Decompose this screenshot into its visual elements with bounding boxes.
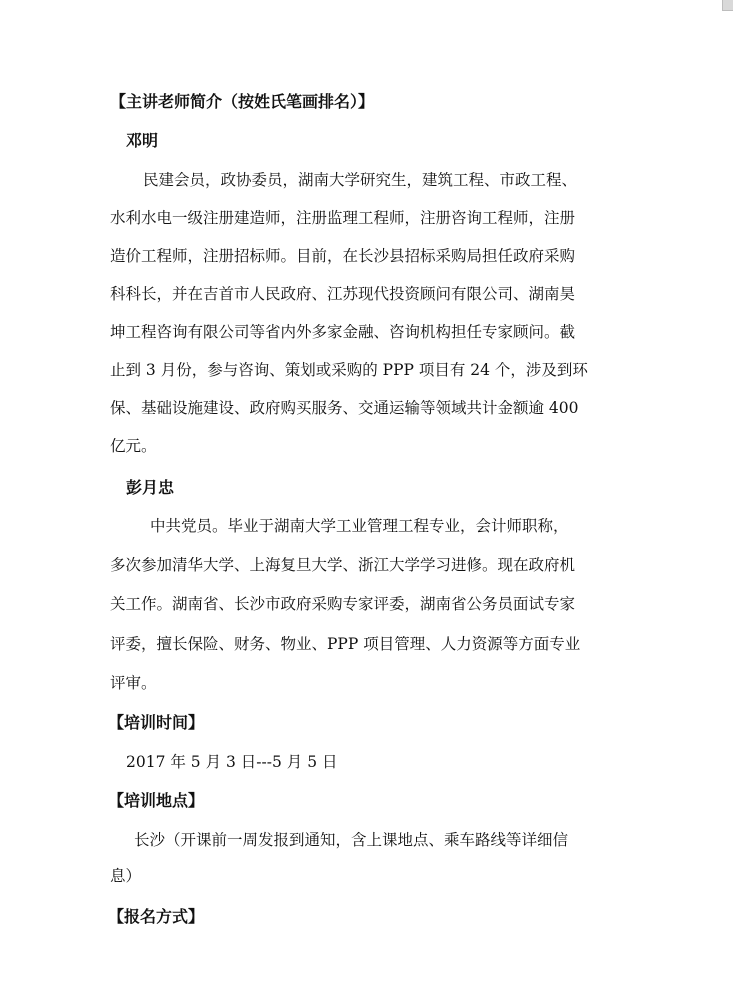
instructor-bio-line: 多次参加清华大学、上海复旦大学、浙江大学学习进修。现在政府机 [110,556,576,574]
instructor-bio-line: 保、基础设施建设、政府购买服务、交通运输等领域共计金额逾 400 [110,399,579,417]
instructor-bio-line: 评审。 [110,674,157,692]
training-location-line: 息） [110,867,142,885]
instructor-bio-line: 止到 3 月份，参与咨询、策划或采购的 PPP 项目有 24 个，涉及到环 [110,361,588,379]
training-location-heading: 【培训地点】 [108,791,205,810]
instructor-bio-line: 坤工程咨询有限公司等省内外多家金融、咨询机构担任专家顾问。截 [110,323,576,341]
instructor-bio-line: 造价工程师，注册招标师。目前，在长沙县招标采购局担任政府采购 [110,247,576,265]
instructors-heading: 【主讲老师简介（按姓氏笔画排名）】 [110,92,375,111]
instructor-bio-line: 亿元。 [110,437,157,455]
instructor-bio-line: 中共党员。毕业于湖南大学工业管理工程专业，会计师职称， [150,517,569,535]
instructor-name-peng-yuezhong: 彭月忠 [126,478,175,497]
training-time-heading: 【培训时间】 [108,713,205,732]
instructor-bio-line: 水利水电一级注册建造师，注册监理工程师，注册咨询工程师，注册 [110,209,576,227]
instructor-bio-line: 评委，擅长保险、财务、物业、PPP 项目管理、人力资源等方面专业 [110,635,581,653]
training-location-line: 长沙（开课前一周发报到通知，含上课地点、乘车路线等详细信 [134,831,569,849]
instructor-bio-line: 民建会员，政协委员，湖南大学研究生，建筑工程、市政工程、 [143,171,578,189]
training-time-value: 2017 年 5 月 3 日---5 月 5 日 [126,753,338,771]
page-corner-marker [722,0,733,11]
registration-heading: 【报名方式】 [108,907,205,926]
instructor-name-deng-ming: 邓明 [126,131,159,150]
instructor-bio-line: 关工作。湖南省、长沙市政府采购专家评委，湖南省公务员面试专家 [110,595,576,613]
instructor-bio-line: 科科长，并在吉首市人民政府、江苏现代投资顾问有限公司、湖南昊 [110,285,576,303]
